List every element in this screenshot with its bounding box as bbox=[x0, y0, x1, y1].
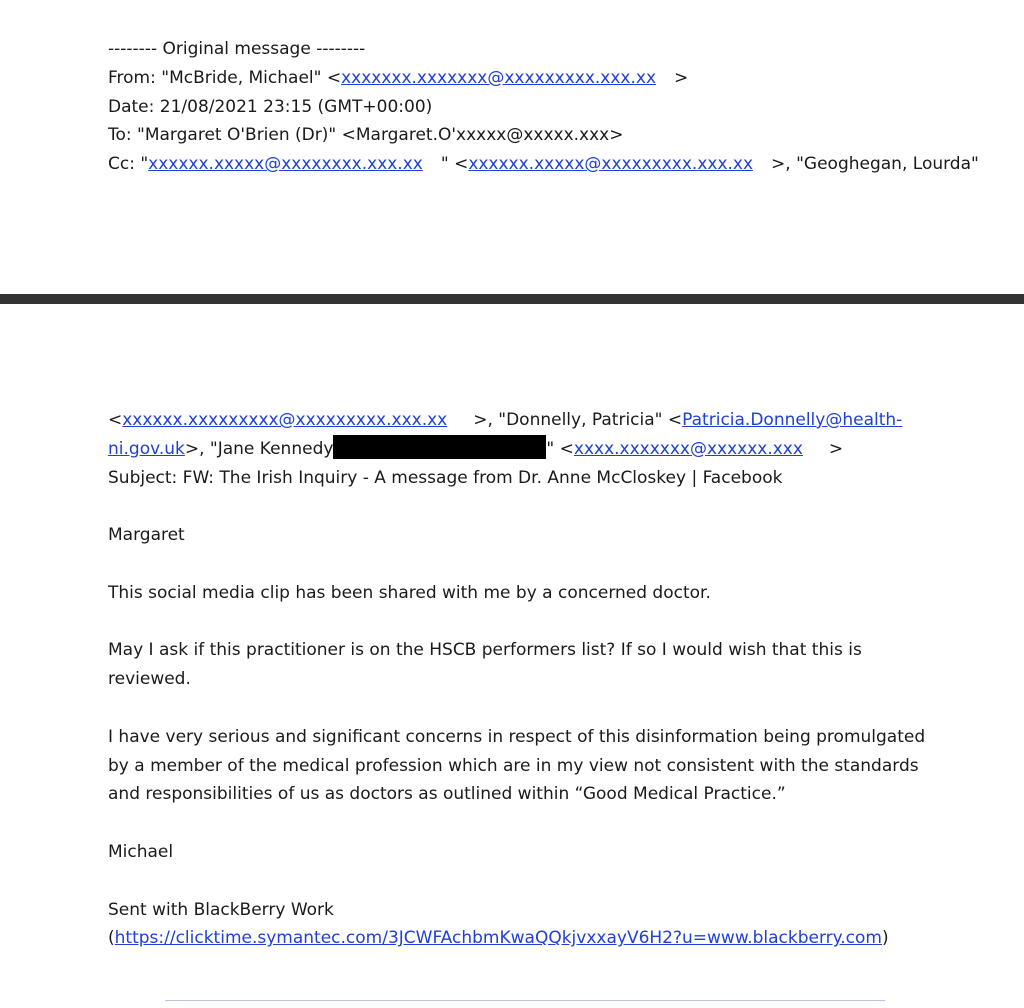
cc-line bbox=[108, 150, 979, 179]
original-message-separator: -------- Original message -------- bbox=[108, 39, 366, 59]
cc-open: < bbox=[108, 410, 123, 430]
from-close: > bbox=[674, 67, 689, 88]
cc-email-link-3[interactable]: xxxxxx.xxxxxxxxx@xxxxxxxxx.xxx.xx bbox=[122, 410, 448, 430]
page-break-divider bbox=[0, 294, 1024, 304]
cc-email-link-2[interactable]: xxxxxx.xxxxx@xxxxxxxxx.xxx.xx bbox=[468, 154, 754, 175]
cc-mid-5: " < bbox=[546, 438, 574, 459]
body-paragraph-1: This social media clip has been shared with me by a concerned doctor. bbox=[108, 582, 711, 603]
cc-email-link-1[interactable]: xxxxxx.xxxxx@xxxxxxxx.xxx.xx bbox=[148, 154, 423, 175]
patricia-email-link-part2[interactable]: ni.gov.uk bbox=[108, 438, 185, 459]
body-paragraph-3: I have very serious and significant concerns in respect of this disinformation being promulgated by a member of the medical profession which are in my view not consistent with the standards and responsibilities of us as doctors as outlined within “Good Medical Practice.” bbox=[108, 726, 926, 805]
cc-mid-1: " < bbox=[440, 154, 469, 175]
page-2 bbox=[0, 304, 1024, 1008]
blackberry-link[interactable]: https://clicktime.symantec.com/3JCWFAchbmKwaQQkjvxxayV6H2?u=www.blackberry.com bbox=[114, 928, 882, 949]
from-name: "McBride, Michael" < bbox=[161, 67, 342, 88]
subject-line: Subject: FW: The Irish Inquiry - A message from Dr. Anne McCloskey | Facebook bbox=[108, 467, 783, 488]
sent-with-line: Sent with BlackBerry Work bbox=[108, 899, 334, 920]
signoff: Michael bbox=[108, 841, 174, 862]
footer-rule bbox=[165, 1000, 885, 1001]
cc-end-1: >, "Geoghegan, Lourda" bbox=[771, 154, 979, 175]
to-line: To: "Margaret O'Brien (Dr)" <Margaret.O'xxxxx@xxxxx.xxx> bbox=[108, 125, 624, 146]
cc-email-link-5[interactable]: xxxx.xxxxxxx@xxxxxx.xxx bbox=[573, 438, 803, 459]
cc-close-5: > bbox=[828, 438, 844, 459]
cc-label: Cc: " bbox=[108, 154, 149, 175]
forwarded-header bbox=[108, 35, 979, 179]
cc-mid-3: >, "Donnelly, Patricia" < bbox=[473, 410, 683, 430]
cc-continuation-line-1 bbox=[108, 406, 938, 435]
from-label: From: bbox=[108, 67, 162, 88]
spacer bbox=[108, 492, 938, 521]
patricia-email-link-part1[interactable]: Patricia.Donnelly@health- bbox=[682, 410, 903, 430]
salutation: Margaret bbox=[108, 525, 185, 546]
cc-mid-4: >, "Jane Kennedy bbox=[184, 438, 334, 459]
cc-continuation-line-2 bbox=[108, 435, 938, 464]
link-close-paren: ) bbox=[881, 928, 889, 949]
body-paragraph-2: May I ask if this practitioner is on the HSCB performers list? If so I would wish that this is reviewed. bbox=[108, 640, 862, 690]
from-line bbox=[108, 64, 979, 93]
from-email-link[interactable]: xxxxxxx.xxxxxxx@xxxxxxxxx.xxx.xx bbox=[341, 67, 657, 88]
blackberry-link-line bbox=[108, 924, 938, 953]
email-continuation bbox=[108, 406, 938, 953]
link-open-paren: ( bbox=[108, 928, 115, 949]
page-1 bbox=[0, 0, 1024, 294]
redaction-box bbox=[333, 435, 546, 459]
date-line: Date: 21/08/2021 23:15 (GMT+00:00) bbox=[108, 96, 433, 117]
